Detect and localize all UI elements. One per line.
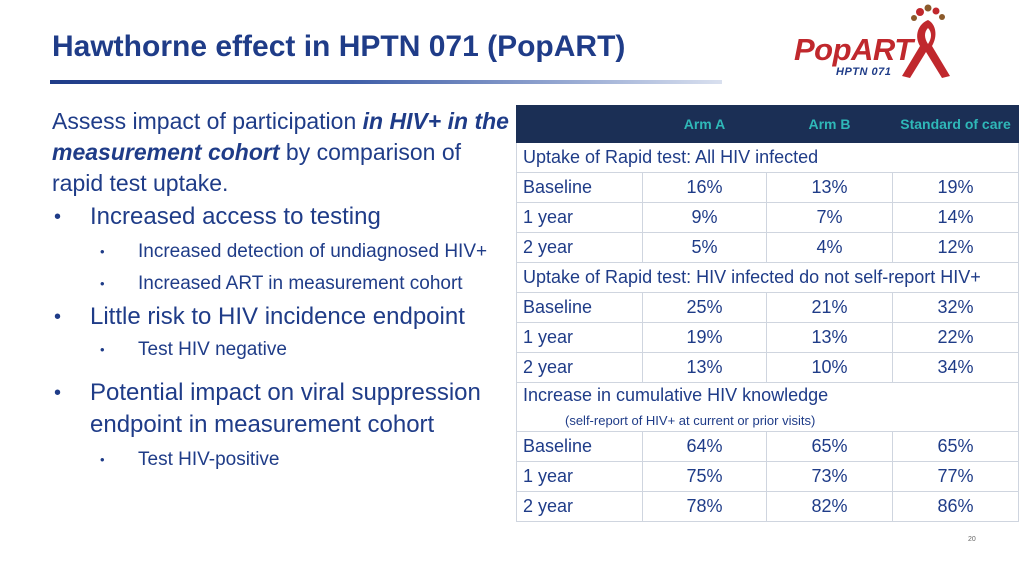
cell-arm-b: 13% — [767, 173, 893, 203]
row-label: 1 year — [517, 203, 643, 233]
section-title: Increase in cumulative HIV knowledge — [523, 385, 829, 405]
cell-soc: 19% — [893, 173, 1019, 203]
header-cell-arm-a: Arm A — [643, 106, 767, 143]
section-title: Uptake of Rapid test: All HIV infected — [517, 143, 1019, 173]
cell-soc: 65% — [893, 432, 1019, 462]
table-row — [517, 173, 1019, 203]
table-row — [517, 323, 1019, 353]
logo-wordmark: PopART — [794, 32, 913, 67]
sub-bullet-text: Test HIV negative — [138, 339, 287, 360]
sub-bullet-item — [52, 239, 512, 265]
intro-text: Assess impact of participation — [52, 108, 363, 134]
table-row — [517, 293, 1019, 323]
section-row — [517, 263, 1019, 293]
results-table — [516, 105, 1019, 522]
header-cell-standard-of-care: Standard of care — [893, 106, 1019, 143]
cell-arm-b: 7% — [767, 203, 893, 233]
row-label: Baseline — [517, 293, 643, 323]
cell-soc: 22% — [893, 323, 1019, 353]
section-row — [517, 383, 1019, 432]
sub-bullet-text: Increased detection of undiagnosed HIV+ — [138, 241, 488, 262]
table-row — [517, 492, 1019, 522]
header-cell-blank — [517, 106, 643, 143]
cell-arm-a: 78% — [643, 492, 767, 522]
cell-arm-b: 10% — [767, 353, 893, 383]
row-label: Baseline — [517, 173, 643, 203]
ribbon-icon — [888, 2, 960, 82]
logo-subtitle: HPTN 071 — [836, 66, 892, 78]
intro-text-end: by comparison of rapid test uptake. — [52, 139, 462, 196]
bullet-text: Potential impact on viral suppression endpoint in measurement cohort — [90, 379, 481, 438]
cell-arm-b: 21% — [767, 293, 893, 323]
cell-soc: 14% — [893, 203, 1019, 233]
intro-paragraph — [52, 106, 512, 199]
bullet-dot-icon: • — [100, 276, 105, 291]
cell-arm-a: 64% — [643, 432, 767, 462]
bullet-item — [52, 377, 512, 441]
cell-soc: 12% — [893, 233, 1019, 263]
table-header-row — [517, 106, 1019, 143]
bullet-item — [52, 301, 512, 333]
table-row — [517, 203, 1019, 233]
sub-bullet-text: Increased ART in measurement cohort — [138, 273, 463, 294]
cell-soc: 32% — [893, 293, 1019, 323]
cell-soc: 86% — [893, 492, 1019, 522]
table-row — [517, 432, 1019, 462]
table-row — [517, 462, 1019, 492]
sub-bullet-item — [52, 337, 512, 363]
bullet-dot-icon: • — [54, 382, 62, 404]
section-row — [517, 143, 1019, 173]
bullet-dot-icon: • — [100, 452, 105, 467]
row-label: 2 year — [517, 492, 643, 522]
row-label: 1 year — [517, 462, 643, 492]
sub-bullet-item — [52, 447, 512, 473]
cell-soc: 34% — [893, 353, 1019, 383]
cell-arm-b: 82% — [767, 492, 893, 522]
bullet-dot-icon: • — [54, 306, 62, 328]
cell-arm-b: 4% — [767, 233, 893, 263]
section-title: Uptake of Rapid test: HIV infected do not self-report HIV+ — [517, 263, 1019, 293]
bullet-text: Little risk to HIV incidence endpoint — [90, 303, 465, 330]
row-label: 2 year — [517, 233, 643, 263]
cell-arm-a: 5% — [643, 233, 767, 263]
bullet-content — [52, 106, 512, 473]
row-label: 1 year — [517, 323, 643, 353]
intro-emphasis: in HIV+ in the measurement cohort — [52, 108, 509, 165]
bullet-item — [52, 201, 512, 233]
header-cell-arm-b: Arm B — [767, 106, 893, 143]
table-row — [517, 353, 1019, 383]
row-label: Baseline — [517, 432, 643, 462]
cell-arm-b: 13% — [767, 323, 893, 353]
section-note: (self-report of HIV+ at current or prior visits) — [565, 413, 816, 428]
popart-logo — [792, 2, 962, 84]
cell-arm-a: 19% — [643, 323, 767, 353]
page-number: 20 — [968, 536, 976, 543]
cell-soc: 77% — [893, 462, 1019, 492]
cell-arm-a: 25% — [643, 293, 767, 323]
bullet-text: Increased access to testing — [90, 203, 381, 230]
cell-arm-a: 16% — [643, 173, 767, 203]
cell-arm-a: 9% — [643, 203, 767, 233]
page-title: Hawthorne effect in HPTN 071 (PopART) — [52, 30, 626, 63]
cell-arm-a: 13% — [643, 353, 767, 383]
bullet-dot-icon: • — [100, 342, 105, 357]
cell-arm-a: 75% — [643, 462, 767, 492]
cell-arm-b: 73% — [767, 462, 893, 492]
cell-arm-b: 65% — [767, 432, 893, 462]
row-label: 2 year — [517, 353, 643, 383]
title-underline — [50, 80, 722, 84]
section-title-cell — [517, 383, 1019, 432]
bullet-dot-icon: • — [100, 244, 105, 259]
bullet-dot-icon: • — [54, 206, 62, 228]
sub-bullet-text: Test HIV-positive — [138, 449, 280, 470]
sub-bullet-item — [52, 271, 512, 297]
table-row — [517, 233, 1019, 263]
